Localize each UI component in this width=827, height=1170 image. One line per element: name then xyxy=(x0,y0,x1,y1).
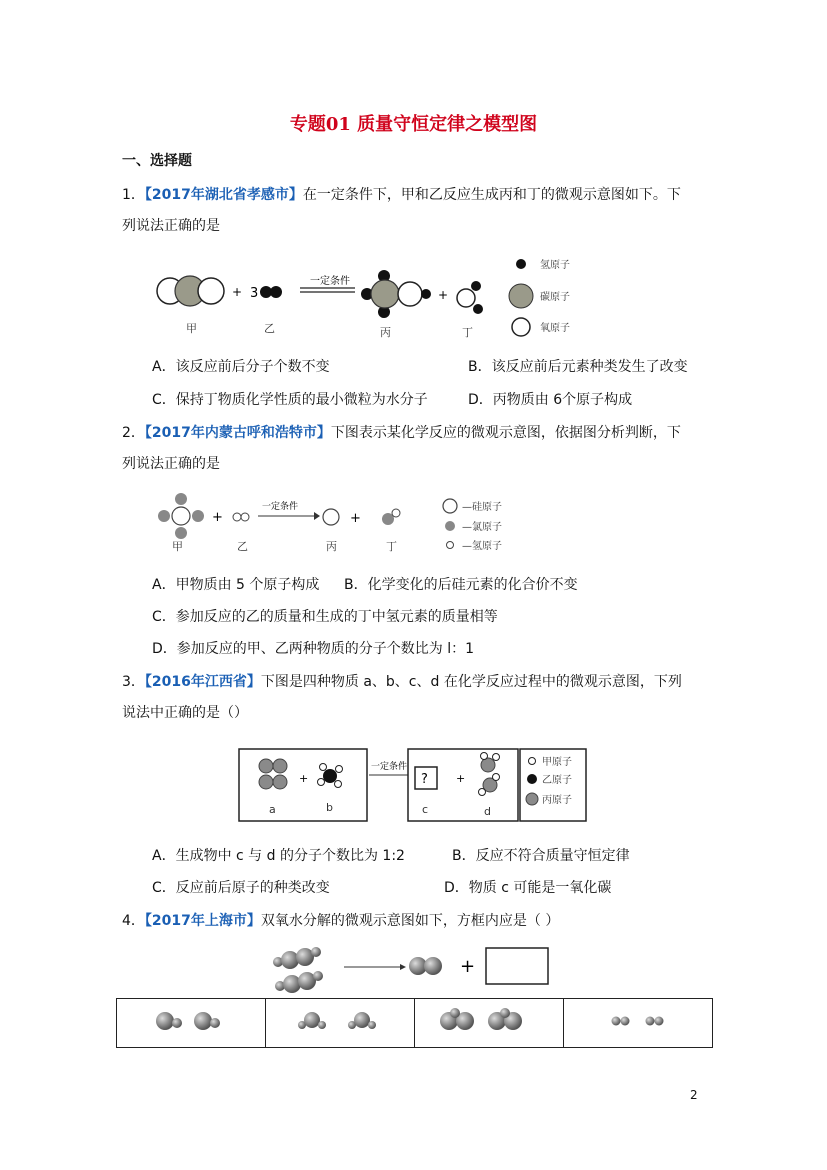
figure-1-legend-label: 氢原子 xyxy=(540,260,570,271)
question-3-option-d[interactable]: D．物质 c 可能是一氧化碳 xyxy=(444,880,612,896)
question-3-option-a[interactable]: A．生成物中 c 与 d 的分子个数比为 1:2 xyxy=(152,848,405,864)
figure-1-legend-hydrogen-icon xyxy=(516,259,526,269)
question-1-option-d[interactable]: D．丙物质由 6个原子构成 xyxy=(468,392,633,408)
figure-1-legend-oxygen-icon xyxy=(512,318,530,336)
figure-2-chlorine-atom xyxy=(158,510,170,522)
figure-2-hydrogen-atom xyxy=(241,513,249,521)
question-1-line-2: 列说法正确的是 xyxy=(122,218,220,234)
figure-3-legend-b-icon xyxy=(527,774,537,784)
figure-4-answer-box[interactable] xyxy=(486,948,548,984)
figure-4-oxygen-atom xyxy=(281,951,299,969)
figure-2-legend-label: —氯原子 xyxy=(462,522,502,533)
figure-2-label: 甲 xyxy=(172,540,183,553)
figure-3-condition: 一定条件 xyxy=(371,762,408,772)
question-4-option-cell[interactable] xyxy=(266,999,415,1048)
figure-4-oxygen-atom xyxy=(283,975,301,993)
question-3-option-c[interactable]: C．反应前后原子的种类改变 xyxy=(152,880,330,896)
figure-2-reaction xyxy=(150,488,530,560)
figure-3-reactant-box xyxy=(239,749,367,821)
figure-2-condition: 一定条件 xyxy=(262,502,299,512)
figure-2-legend-label: —氢原子 xyxy=(462,541,502,552)
figure-3-legend-a-icon xyxy=(529,758,536,765)
question-2-number: 2． xyxy=(122,425,145,441)
question-4-text: 双氧水分解的微观示意图如下，方框内应是（ ） xyxy=(260,913,560,929)
figure-1-oxygen-atom xyxy=(398,282,422,306)
figure-3-a-atom xyxy=(320,764,327,771)
question-4-option-cell[interactable] xyxy=(564,999,713,1048)
figure-1-hydrogen-atom xyxy=(471,281,481,291)
page-title: 专题01 质量守恒定律之模型图 xyxy=(289,114,538,135)
figure-4-hydrogen-atom xyxy=(313,971,323,981)
question-4-number: 4． xyxy=(122,913,145,929)
figure-2-arrow-head xyxy=(314,512,320,520)
figure-3-unknown-mark: ? xyxy=(421,772,428,787)
figure-3-plus: + xyxy=(456,772,466,785)
question-1-source: 【2017年湖北省孝感市】 xyxy=(144,187,303,203)
question-3-number: 3． xyxy=(122,674,145,690)
question-3-line-1 xyxy=(122,671,682,691)
figure-1-oxygen-atom xyxy=(198,278,224,304)
figure-3-label: c xyxy=(422,803,429,816)
figure-1-label: 甲 xyxy=(186,322,197,335)
figure-2-label: 丁 xyxy=(386,540,397,553)
question-2-option-c[interactable]: C．参加反应的乙的质量和生成的丁中氢元素的质量相等 xyxy=(152,609,498,625)
figure-3-b-atom xyxy=(323,769,337,783)
figure-1-reaction xyxy=(150,252,600,342)
figure-3-c-atom xyxy=(481,758,495,772)
figure-3-legend-label: 乙原子 xyxy=(542,775,572,786)
figure-4-hydrogen-atom xyxy=(311,947,321,957)
question-2-line-1 xyxy=(122,422,681,442)
question-3-text: 下图是四种物质 a、b、c、d 在化学反应过程中的微观示意图，下列 xyxy=(260,674,682,690)
question-2-source: 【2017年内蒙古呼和浩特市】 xyxy=(144,425,331,441)
question-3-option-b[interactable]: B．反应不符合质量守恒定律 xyxy=(452,848,630,864)
figure-3-c-atom xyxy=(273,759,287,773)
figure-3-a-atom xyxy=(335,781,342,788)
figure-3-plus: + xyxy=(299,772,309,785)
question-4-option-cell[interactable] xyxy=(415,999,564,1048)
question-2-line-2: 列说法正确的是 xyxy=(122,456,220,472)
question-4-source: 【2017年上海市】 xyxy=(144,913,261,929)
figure-1-hydrogen-atom xyxy=(421,289,431,299)
figure-1-condition: 一定条件 xyxy=(310,276,350,287)
figure-4-reaction xyxy=(268,940,558,998)
figure-3-c-atom xyxy=(259,759,273,773)
figure-1-plus: + xyxy=(232,285,243,299)
figure-3-label: a xyxy=(269,803,276,816)
figure-3-c-atom xyxy=(259,775,273,789)
figure-2-chlorine-atom xyxy=(175,493,187,505)
figure-1-legend-label: 氧原子 xyxy=(540,323,570,334)
figure-2-label: 乙 xyxy=(237,540,248,553)
section-heading: 一、选择题 xyxy=(122,153,192,169)
figure-1-hydrogen-atom xyxy=(270,286,282,298)
figure-4-arrow-head xyxy=(400,964,406,970)
question-1-option-a[interactable]: A．该反应前后分子个数不变 xyxy=(152,359,330,375)
question-2-text: 下图表示某化学反应的微观示意图，依据图分析判断，下 xyxy=(330,425,681,441)
figure-4-plus: + xyxy=(460,956,476,977)
figure-2-legend-hydrogen-icon xyxy=(447,542,454,549)
figure-1-legend-label: 碳原子 xyxy=(540,292,570,303)
question-2-option-a[interactable]: A．甲物质由 5 个原子构成 xyxy=(152,577,320,593)
figure-2-label: 丙 xyxy=(326,540,337,553)
question-4-options-table xyxy=(116,998,713,1048)
question-3-source: 【2016年江西省】 xyxy=(144,674,261,690)
question-4-option-c-figure xyxy=(415,999,563,1043)
figure-2-chlorine-atom xyxy=(192,510,204,522)
figure-2-legend-chlorine-icon xyxy=(445,521,455,531)
figure-1-legend-carbon-icon xyxy=(509,284,533,308)
figure-1-oxygen-atom xyxy=(457,289,475,307)
question-1-text: 在一定条件下，甲和乙反应生成丙和丁的微观示意图如下。下 xyxy=(302,187,681,203)
figure-3-reaction xyxy=(238,745,588,823)
figure-3-c-atom xyxy=(273,775,287,789)
figure-3-a-atom xyxy=(493,754,500,761)
figure-2-legend-label: —硅原子 xyxy=(462,502,502,513)
figure-1-hydrogen-atom xyxy=(473,304,483,314)
figure-2-legend-silicon-icon xyxy=(443,499,457,513)
figure-1-plus: + xyxy=(438,288,449,302)
figure-2-plus: + xyxy=(350,511,361,526)
figure-2-plus: + xyxy=(212,510,223,525)
question-1-option-c[interactable]: C．保持丁物质化学性质的最小微粒为水分子 xyxy=(152,392,428,408)
figure-3-label: d xyxy=(484,805,491,818)
question-4-option-d-figure xyxy=(564,999,712,1043)
question-1-line-1 xyxy=(122,184,681,204)
figure-3-a-atom xyxy=(493,774,500,781)
figure-2-hydrogen-atom xyxy=(392,509,400,517)
figure-3-a-atom xyxy=(479,789,486,796)
figure-3-a-atom xyxy=(336,766,343,773)
figure-4-oxygen-atom xyxy=(424,957,442,975)
page-number: 2 xyxy=(690,1088,698,1102)
question-2-option-d[interactable]: D．参加反应的甲、乙两种物质的分子个数比为 l：1 xyxy=(152,641,475,657)
figure-1-carbon-atom xyxy=(371,280,399,308)
question-2-option-b[interactable]: B．化学变化的后硅元素的化合价不变 xyxy=(344,577,578,593)
question-4-option-b-figure xyxy=(266,999,414,1043)
figure-2-hydrogen-atom xyxy=(233,513,241,521)
figure-3-a-atom xyxy=(318,779,325,786)
question-4-line-1 xyxy=(122,910,559,930)
question-3-line-2: 说法中正确的是（） xyxy=(122,705,248,721)
question-4-option-cell[interactable] xyxy=(117,999,266,1048)
figure-1-coefficient: 3 xyxy=(250,286,259,301)
figure-1-label: 乙 xyxy=(264,322,275,335)
figure-3-label: b xyxy=(326,801,333,814)
figure-3-legend-label: 甲原子 xyxy=(542,757,572,768)
figure-3-a-atom xyxy=(481,753,488,760)
figure-1-label: 丙 xyxy=(380,326,391,339)
figure-2-silicon-atom xyxy=(323,509,339,525)
figure-2-silicon-atom xyxy=(172,507,190,525)
figure-2-chlorine-atom xyxy=(175,527,187,539)
question-4-option-a-figure xyxy=(117,999,265,1043)
figure-3-legend-c-icon xyxy=(526,793,538,805)
figure-3-legend-label: 丙原子 xyxy=(542,795,572,806)
question-1-option-b[interactable]: B．该反应前后元素种类发生了改变 xyxy=(468,359,688,375)
figure-1-label: 丁 xyxy=(462,326,473,339)
question-1-number: 1． xyxy=(122,187,145,203)
